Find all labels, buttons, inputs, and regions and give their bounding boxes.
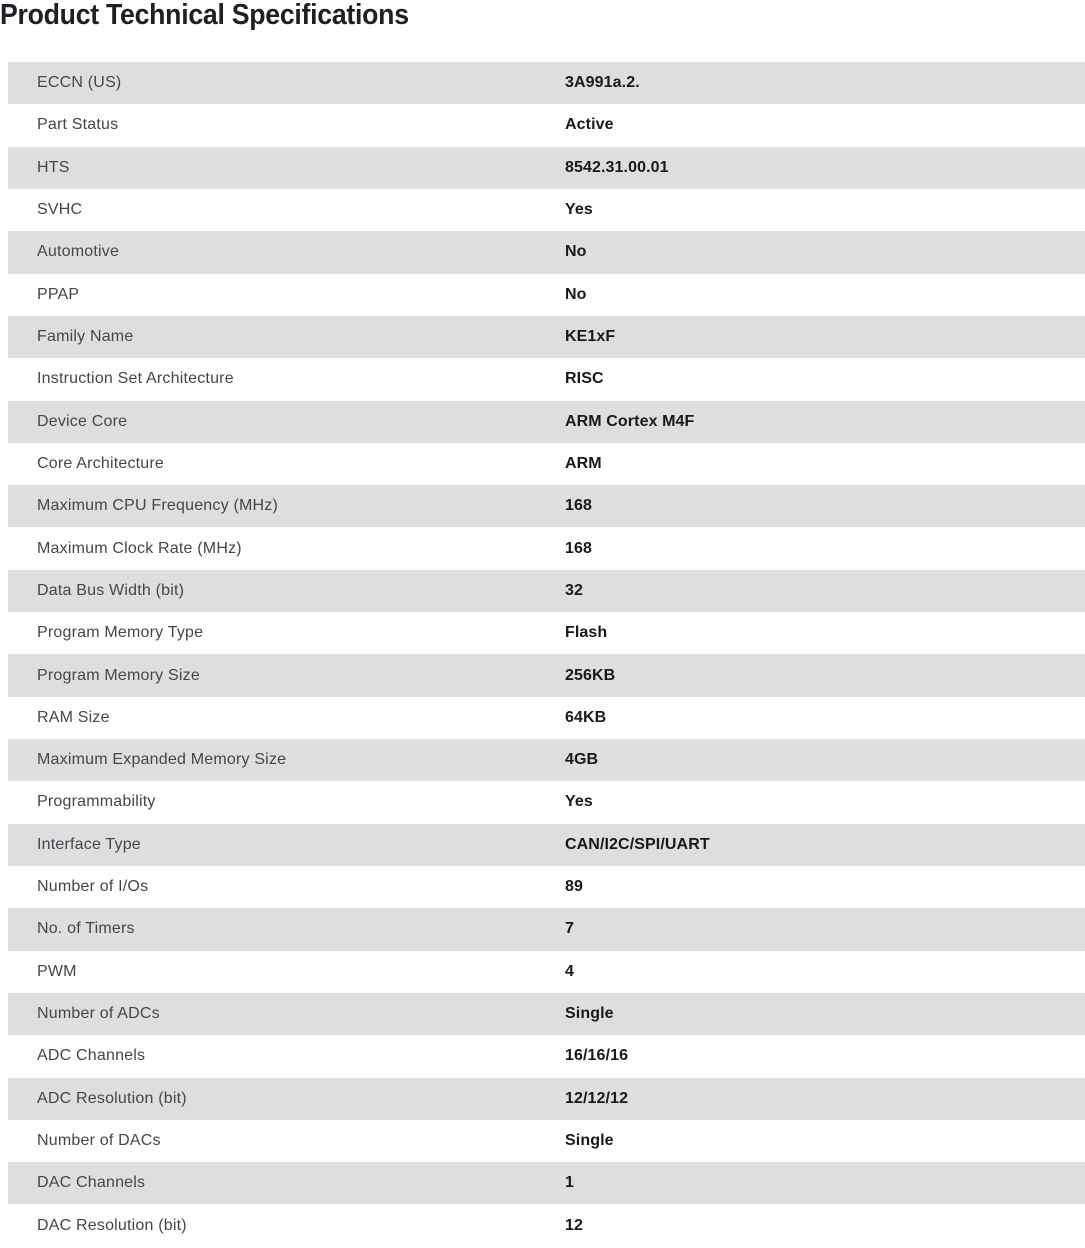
row-value: 12 bbox=[565, 1216, 583, 1234]
row-value: Yes bbox=[565, 201, 593, 219]
table-row bbox=[8, 1162, 1085, 1204]
row-label: Device Core bbox=[37, 412, 128, 430]
row-label: Automotive bbox=[37, 243, 120, 261]
spec-table bbox=[8, 62, 1085, 1247]
table-row bbox=[8, 274, 1085, 316]
row-label: ADC Resolution (bit) bbox=[37, 1089, 187, 1107]
row-label: Maximum Clock Rate (MHz) bbox=[37, 539, 242, 557]
row-label: DAC Resolution (bit) bbox=[37, 1216, 187, 1234]
row-label: Maximum CPU Frequency (MHz) bbox=[37, 497, 278, 515]
row-value: 16/16/16 bbox=[565, 1047, 629, 1065]
row-label: ADC Channels bbox=[37, 1047, 146, 1065]
table-row bbox=[8, 358, 1085, 400]
table-row bbox=[8, 612, 1085, 654]
row-value: RISC bbox=[565, 370, 604, 388]
row-label: Interface Type bbox=[37, 835, 141, 853]
row-label: Program Memory Size bbox=[37, 666, 200, 684]
row-value: Active bbox=[565, 116, 614, 134]
row-value: 12/12/12 bbox=[565, 1089, 629, 1107]
row-label: SVHC bbox=[37, 201, 83, 219]
table-row bbox=[8, 527, 1085, 569]
row-label: Data Bus Width (bit) bbox=[37, 581, 185, 599]
table-row bbox=[8, 654, 1085, 696]
table-row bbox=[8, 1035, 1085, 1077]
table-row bbox=[8, 104, 1085, 146]
row-label: Number of ADCs bbox=[37, 1005, 160, 1023]
table-row bbox=[8, 570, 1085, 612]
table-row bbox=[8, 781, 1085, 823]
row-value: 1 bbox=[565, 1174, 574, 1192]
row-value: Yes bbox=[565, 793, 593, 811]
row-value: 168 bbox=[565, 539, 592, 557]
row-label: PPAP bbox=[37, 285, 80, 303]
row-value: 32 bbox=[565, 581, 583, 599]
table-row bbox=[8, 866, 1085, 908]
row-label: Core Architecture bbox=[37, 454, 165, 472]
row-value: KE1xF bbox=[565, 328, 616, 346]
row-label: ECCN (US) bbox=[37, 74, 122, 92]
row-value: 89 bbox=[565, 878, 583, 896]
row-label: No. of Timers bbox=[37, 920, 135, 938]
row-value: Single bbox=[565, 1131, 614, 1149]
row-label: Number of DACs bbox=[37, 1131, 161, 1149]
row-value: Single bbox=[565, 1005, 614, 1023]
table-row bbox=[8, 951, 1085, 993]
row-label: Maximum Expanded Memory Size bbox=[37, 751, 287, 769]
table-row bbox=[8, 62, 1085, 104]
row-value: 256KB bbox=[565, 666, 616, 684]
table-row bbox=[8, 231, 1085, 273]
row-value: 64KB bbox=[565, 708, 607, 726]
row-value: ARM Cortex M4F bbox=[565, 412, 695, 430]
table-row bbox=[8, 697, 1085, 739]
row-value: 168 bbox=[565, 497, 592, 515]
row-value: 4GB bbox=[565, 751, 599, 769]
table-row bbox=[8, 316, 1085, 358]
row-value: 3A991a.2. bbox=[565, 74, 640, 92]
table-row bbox=[8, 401, 1085, 443]
row-value: 4 bbox=[565, 962, 574, 980]
row-label: RAM Size bbox=[37, 708, 110, 726]
table-row bbox=[8, 147, 1085, 189]
row-label: Part Status bbox=[37, 116, 119, 134]
table-row bbox=[8, 993, 1085, 1035]
table-row bbox=[8, 1120, 1085, 1162]
table-row bbox=[8, 485, 1085, 527]
row-value: 7 bbox=[565, 920, 574, 938]
table-row bbox=[8, 739, 1085, 781]
table-row bbox=[8, 1204, 1085, 1246]
row-value: ARM bbox=[565, 454, 602, 472]
table-row bbox=[8, 189, 1085, 231]
row-label: Instruction Set Architecture bbox=[37, 370, 234, 388]
row-value: No bbox=[565, 285, 587, 303]
row-value: 8542.31.00.01 bbox=[565, 158, 669, 176]
row-value: CAN/I2C/SPI/UART bbox=[565, 835, 710, 853]
row-label: HTS bbox=[37, 158, 70, 176]
row-value: Flash bbox=[565, 624, 608, 642]
table-row bbox=[8, 824, 1085, 866]
table-row bbox=[8, 1078, 1085, 1120]
row-label: Number of I/Os bbox=[37, 878, 149, 896]
row-label: Family Name bbox=[37, 328, 134, 346]
row-label: Programmability bbox=[37, 793, 156, 811]
row-label: PWM bbox=[37, 962, 77, 980]
row-label: Program Memory Type bbox=[37, 624, 204, 642]
row-label: DAC Channels bbox=[37, 1174, 146, 1192]
row-value: No bbox=[565, 243, 587, 261]
page-title: Product Technical Specifications bbox=[0, 0, 409, 31]
table-row bbox=[8, 908, 1085, 950]
table-row bbox=[8, 443, 1085, 485]
